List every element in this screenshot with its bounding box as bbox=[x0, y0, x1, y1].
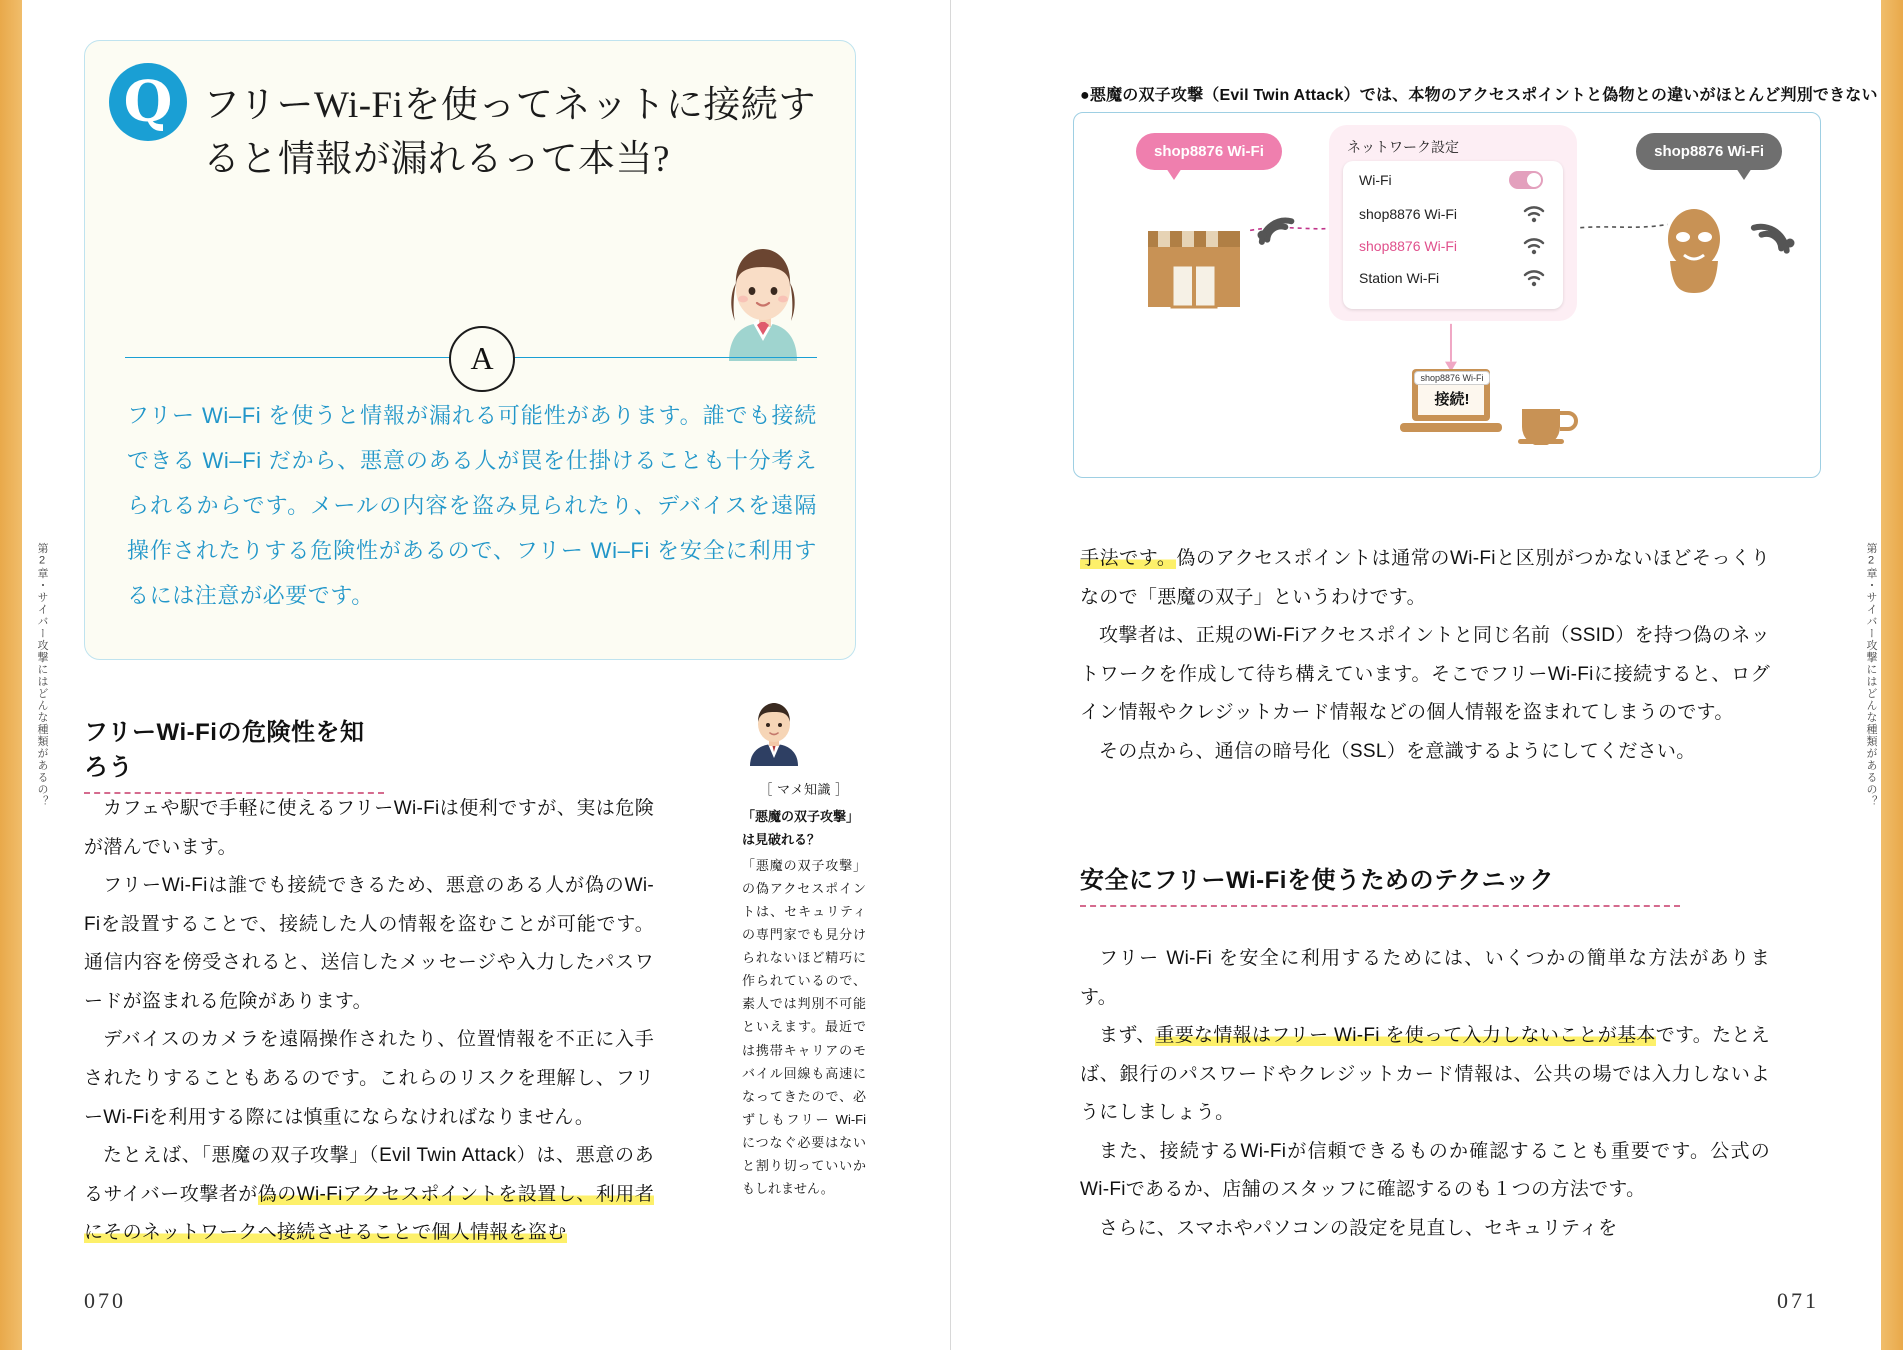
bubble-real-ap: shop8876 Wi-Fi bbox=[1136, 133, 1282, 170]
paragraph-plain-part: たとえば、「悪魔の双子攻撃」（Evil Twin Attack）は、悪意のあるサイバー攻撃者が bbox=[84, 1145, 654, 1205]
panel-inner bbox=[1343, 161, 1563, 309]
section-heading-2-rule bbox=[1080, 905, 1680, 907]
shop-icon bbox=[1136, 207, 1252, 313]
laptop-connect-status: 接続! bbox=[1434, 391, 1470, 408]
paragraph: フリーWi-Fiは誰でも接続できるため、悪意のある人が偽のWi-Fiを設置することで、接続した人の情報を盗むことが可能です。通信内容を傍受されると、送信したメッセージや入力したパスワードが盗まれる危険があります。 bbox=[84, 875, 654, 1012]
paragraph-prefix: まず、 bbox=[1099, 1025, 1156, 1047]
wifi-toggle-switch[interactable] bbox=[1509, 171, 1543, 189]
chapter-side-tab-left: 第2章・サイバー攻撃にはどんな種類があるの？ bbox=[36, 542, 48, 808]
right-body-text-bottom bbox=[1080, 940, 1770, 1249]
wifi-waves-attacker-icon bbox=[1742, 191, 1810, 255]
section-heading-1 bbox=[84, 712, 384, 794]
answer-badge: A bbox=[449, 326, 515, 392]
paragraph: また、接続するWi-Fiが信頼できるものか確認することも重要です。公式のWi-Fiであるか、店舗のスタッフに確認するのも１つの方法です。 bbox=[1080, 1140, 1770, 1201]
question-badge: Q bbox=[109, 63, 187, 141]
answer-text: フリー Wi–Fi を使うと情報が漏れる可能性があります。誰でも接続できる Wi–Fi だから、悪意のある人が罠を仕掛けることも十分考えられるからです。メールの内容を盗み見られたり、デバイスを遠隔操作されたりする危険性があるので、フリー Wi–Fi を安全に利用するには注意が必要です。 bbox=[127, 403, 817, 609]
section-heading-2-label: 安全にフリーWi-Fiを使うためのテクニック bbox=[1080, 867, 1555, 894]
laptop-connection-note bbox=[1392, 368, 1512, 409]
wifi-signal-icon bbox=[1523, 269, 1545, 287]
section-heading-1-label: フリーWi-Fiの危険性を知ろう bbox=[84, 719, 365, 781]
page-edge-strip-left bbox=[0, 0, 22, 1350]
right-body-text-top bbox=[1080, 540, 1770, 771]
attacker-icon bbox=[1658, 205, 1730, 297]
paragraph-highlighted-part: 重要な情報はフリー Wi-Fi を使って入力しないことが基本 bbox=[1155, 1025, 1656, 1047]
paragraph-with-highlight bbox=[1080, 1017, 1770, 1133]
paragraph: カフェや駅で手軽に使えるフリーWi-Fiは便利ですが、実は危険が潜んでいます。 bbox=[84, 798, 654, 858]
illustration-man-avatar bbox=[742, 700, 806, 766]
paragraph-suffix: です。たとえば、銀行のパスワードやクレジットカード情報は、公共の場では入力しないようにしましょう。 bbox=[1080, 1025, 1771, 1124]
chapter-side-tab-right: 第2章・サイバー攻撃にはどんな種類があるの？ bbox=[1865, 542, 1877, 808]
wifi-toggle-label: Wi-Fi bbox=[1359, 172, 1392, 188]
network-list-item[interactable] bbox=[1359, 265, 1549, 291]
network-list-item[interactable] bbox=[1359, 201, 1549, 227]
continuation-highlight: 手法です。 bbox=[1080, 548, 1177, 569]
folio-right: 071 bbox=[1777, 1288, 1819, 1313]
wifi-signal-icon bbox=[1523, 205, 1545, 223]
figure-diagram bbox=[1073, 112, 1821, 478]
bubble-fake-ap: shop8876 Wi-Fi bbox=[1636, 133, 1782, 170]
laptop-ssid-badge: shop8876 Wi-Fi bbox=[1414, 371, 1489, 385]
figure-caption: ●悪魔の双子攻撃（Evil Twin Attack）では、本物のアクセスポイントと偽物との違いがほとんど判別できない bbox=[1080, 87, 1878, 104]
network-name: shop8876 Wi-Fi bbox=[1359, 238, 1458, 254]
coffee-cup-icon bbox=[1516, 401, 1578, 445]
continuation-rest: 偽のアクセスポイントは通常のWi-Fiと区別がつかないほどそっくりなので「悪魔の双子」というわけです。 bbox=[1080, 548, 1771, 608]
panel-title: ネットワーク設定 bbox=[1347, 139, 1459, 155]
paragraph: フリー Wi-Fi を安全に利用するためには、いくつかの簡単な方法があります。 bbox=[1080, 948, 1770, 1008]
question-text: フリーWi-Fiを使ってネットに接続すると情報が漏れるって本当? bbox=[203, 85, 816, 180]
section-heading-2 bbox=[1080, 860, 1680, 907]
paragraph: デバイスのカメラを遠隔操作されたり、位置情報を不正に入手されたりすることもあるのです。これらのリスクを理解し、フリーWi-Fiを利用する際には慎重にならなければなりません。 bbox=[84, 1029, 654, 1128]
network-settings-panel bbox=[1329, 125, 1577, 321]
trivia-label: ［ マメ知識 ］ bbox=[759, 782, 849, 797]
paragraph-highlighted-part: 偽のWi-Fiアクセスポイントを設置し、利用者にそのネットワークへ接続させることで個人情報を盗む bbox=[84, 1183, 654, 1244]
trivia-body: 「悪魔の双子攻撃」の偽アクセスポイントは、セキュリティの専門家でも見分けられないほど精巧に作られているので、素人では判別不可能といえます。最近では携帯キャリアのモバイル回線も高速になってきたので、必ずしもフリー Wi-Fiにつなぐ必要はないと割り切っていいかもしれません。 bbox=[742, 857, 866, 1197]
trivia-title: 「悪魔の双子攻撃」は見破れる？ bbox=[742, 809, 860, 847]
network-list-item-fake[interactable] bbox=[1359, 233, 1549, 259]
paragraph-continuation bbox=[1080, 540, 1770, 617]
illustration-student-girl bbox=[707, 237, 819, 361]
paragraph: その点から、通信の暗号化（SSL）を意識するようにしてください。 bbox=[1099, 740, 1696, 762]
left-page bbox=[0, 0, 951, 1350]
network-name: shop8876 Wi-Fi bbox=[1359, 206, 1458, 222]
folio-left: 070 bbox=[84, 1288, 126, 1313]
qa-card bbox=[84, 40, 856, 660]
paragraph-with-highlight bbox=[84, 1137, 654, 1253]
page-edge-strip-right bbox=[1881, 0, 1903, 1350]
right-page bbox=[951, 0, 1903, 1350]
wifi-waves-shop-icon bbox=[1242, 189, 1302, 245]
network-name: Station Wi-Fi bbox=[1359, 270, 1440, 286]
wifi-signal-icon bbox=[1523, 237, 1545, 255]
left-body-text bbox=[84, 790, 654, 1253]
wifi-toggle-row[interactable] bbox=[1359, 167, 1549, 193]
paragraph: 攻撃者は、正規のWi-Fiアクセスポイントと同じ名前（SSID）を持つ偽のネットワークを作成して待ち構えています。そこでフリーWi-Fiに接続すると、ログイン情報やクレジットカード情報などの個人情報を盗まれてしまうのです。 bbox=[1080, 625, 1770, 724]
paragraph: さらに、スマホやパソコンの設定を見直し、セキュリティを bbox=[1099, 1217, 1618, 1239]
trivia-sidebar bbox=[742, 700, 866, 1200]
